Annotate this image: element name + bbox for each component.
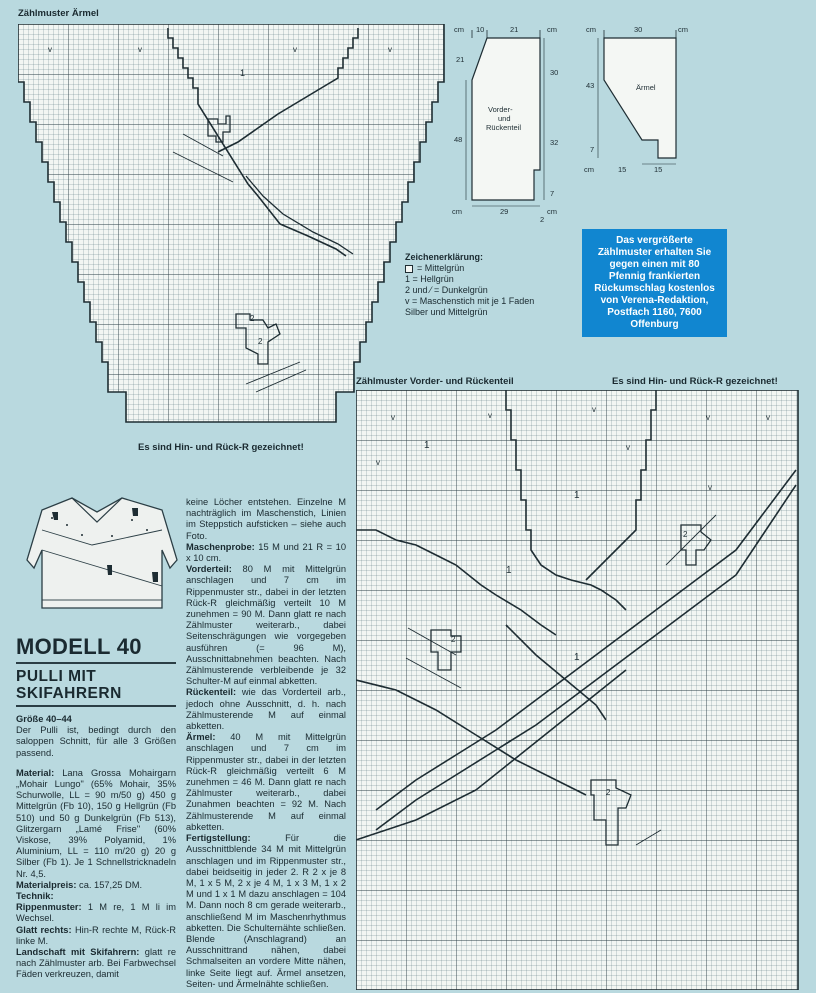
svg-text:v: v bbox=[293, 45, 297, 54]
material-text: Lana Grossa Mohairgarn „Mohair Lungo" (65% Mohair, 35% Schurwolle, LL = 90 m/50 g) 450 g Mittelgrün (Fb 10), 150 g Hellgrün (Fb 510) und 50 g Dunkelgrün (Fb 513), Glitzergarn „Lamé Frise" (60% Viskose, 39% Polyamid, 1% Aluminium, LL = 110 m/20 g) 20 g Silber (Fb 1). Je 1 Schnellstricknadeln Nr. 4,5. bbox=[16, 767, 176, 879]
sleeve-chart-caption: Es sind Hin- und Rück-R gezeichnet! bbox=[138, 442, 304, 453]
size-label: Größe 40–44 bbox=[16, 714, 72, 724]
svg-text:cm: cm bbox=[678, 25, 688, 34]
svg-text:cm: cm bbox=[452, 207, 462, 216]
article-title-line-1: PULLI MIT bbox=[16, 668, 97, 685]
svg-text:32: 32 bbox=[550, 138, 559, 147]
svg-text:Ärmel: Ärmel bbox=[636, 83, 656, 92]
sleeve-chart-title: Zählmuster Ärmel bbox=[18, 8, 99, 19]
intro: Der Pulli ist, bedingt durch den saloppen Schnitt, für alle 3 Größen passend. bbox=[16, 725, 176, 758]
article-column-2: keine Löcher entstehen. Einzelne M nachträglich im Maschenstich, Linien im Steppstich aufsticken – siehe auch Foto. Maschenprobe: 15 M und 21 R = 10 x 10 cm. Vorderteil: 80 M mit Mittelgrün anschlagen und 7 cm im Rippenmuster str., dabei in der letzten Rück-R gleichmäßig verteilt 10 M zunehmen = 90 M. Dann glatt re nach Zählmuster weiterarb., dabei Seitenschrägungen wie vorgegeben ausführen (= 96 M), Ausschnittabnehmen beachten. Nach Zählmusterende verbleibende je 32 Schulter-M auf einmal abketten. Rückenteil: wie das Vorderteil arb., jedoch ohne Ausschnitt, d. h. nach Zählmusterende M auf einmal abketten. Ärmel: 40 M mit Mittelgrün anschlagen und 7 cm im Rippenmuster str., dabei in der letzten Rück-R gleichmäßig verteilt 6 M zunehmen = 46 M. Dann glatt re nach Zählmuster weiterarb., dabei Zunahmen beachten = 92 M. Nach Zählmusterende M auf einmal abketten. Fertigstellung: Für die Ausschnittblende 34 M mit Mittelgrün anschlagen und im Rippenmuster str., dabei beidseitig in jeder 2. R 2 x je 8 M, 1 x 5 M, 2 x je 4 M, 1 x 3 M, 1 x 2 M und 1 x 1 M dazu anschlagen = 104 M. Dann noch 8 cm gerade weiterarb., anschließend M im Maschenrhythmus abketten. Die Schulternähte schließen. Blende (Anschlagrand) an Ausschnittrand nähen, dabei Schmalseiten an vordere Mitte nähen, linke Seite liegt auf. Ärmel ansetzen, Seiten- und Ärmelnähte schließen. bbox=[186, 497, 347, 989]
svg-text:v: v bbox=[708, 483, 712, 492]
svg-text:2: 2 bbox=[683, 530, 688, 539]
body-chart-title: Zählmuster Vorder- und Rückenteil bbox=[356, 376, 514, 387]
sleeve-symbol-1: 1 bbox=[240, 68, 246, 78]
svg-text:21: 21 bbox=[510, 25, 519, 34]
svg-text:v: v bbox=[706, 413, 710, 422]
svg-text:und: und bbox=[498, 114, 511, 123]
svg-text:v: v bbox=[766, 413, 770, 422]
svg-text:v: v bbox=[376, 458, 380, 467]
svg-text:v: v bbox=[592, 405, 596, 414]
sleeve-symbol-2: 2 bbox=[250, 314, 255, 323]
svg-text:cm: cm bbox=[547, 25, 557, 34]
svg-text:cm: cm bbox=[586, 25, 596, 34]
svg-text:cm: cm bbox=[547, 207, 557, 216]
svg-text:43: 43 bbox=[586, 81, 595, 90]
sweater-illustration bbox=[12, 490, 182, 620]
square-icon bbox=[405, 265, 413, 273]
article-header bbox=[16, 634, 176, 707]
svg-text:15: 15 bbox=[654, 165, 663, 174]
technik-head: Technik: bbox=[16, 891, 54, 902]
svg-text:v: v bbox=[488, 411, 492, 420]
legend bbox=[405, 252, 580, 318]
svg-text:7: 7 bbox=[550, 189, 555, 198]
divider bbox=[16, 662, 176, 664]
legend-line-3: 2 und ⁄ = Dunkelgrün bbox=[405, 285, 488, 295]
svg-text:2: 2 bbox=[451, 635, 456, 644]
svg-text:21: 21 bbox=[456, 55, 465, 64]
legend-line-1: = Mittelgrün bbox=[405, 263, 580, 274]
legend-heading: Zeichenerklärung: bbox=[405, 252, 484, 262]
svg-text:2: 2 bbox=[540, 215, 545, 224]
legend-line-2: 1 = Hellgrün bbox=[405, 274, 454, 284]
legend-line-4: v = Maschenstich mit je 1 Faden bbox=[405, 296, 535, 306]
svg-text:1: 1 bbox=[424, 440, 430, 451]
svg-text:v: v bbox=[391, 413, 395, 422]
sleeve-symbol-v: v bbox=[48, 45, 52, 54]
sleeve-chart bbox=[18, 24, 446, 432]
svg-text:48: 48 bbox=[454, 135, 463, 144]
body-chart-note: Es sind Hin- und Rück-R gezeichnet! bbox=[612, 376, 778, 387]
svg-text:v: v bbox=[388, 45, 392, 54]
front-back-schema bbox=[452, 20, 572, 230]
svg-text:cm: cm bbox=[584, 165, 594, 174]
sleeve-symbol-2b: 2 bbox=[258, 337, 263, 346]
sleeve-schema bbox=[584, 20, 694, 180]
body-chart bbox=[356, 390, 800, 990]
svg-text:cm: cm bbox=[454, 25, 464, 34]
modell-title: MODELL 40 bbox=[16, 634, 142, 659]
svg-text:v: v bbox=[626, 443, 630, 452]
article-title-line-2: SKIFAHRERN bbox=[16, 685, 122, 702]
col2-intro: keine Löcher entstehen. Einzelne M nachträglich im Maschenstich, Linien im Steppstich aufsticken – siehe auch Foto. bbox=[186, 497, 346, 541]
svg-text:15: 15 bbox=[618, 165, 627, 174]
svg-text:7: 7 bbox=[590, 145, 595, 154]
info-box: Das vergrößerte Zählmuster erhalten Sie gegen einen mit 80 Pfennig frankierten Rückumschlag kostenlos von Verena-Redaktion, Postfach 1160, 7600 Offenburg bbox=[582, 229, 727, 337]
svg-text:1: 1 bbox=[506, 565, 512, 576]
divider bbox=[16, 705, 176, 707]
svg-text:v: v bbox=[138, 45, 142, 54]
svg-text:1: 1 bbox=[574, 652, 580, 663]
svg-text:29: 29 bbox=[500, 207, 509, 216]
svg-text:30: 30 bbox=[550, 68, 559, 77]
svg-text:30: 30 bbox=[634, 25, 643, 34]
svg-text:10: 10 bbox=[476, 25, 485, 34]
article-column-1: Größe 40–44 Der Pulli ist, bedingt durch den saloppen Schnitt, für alle 3 Größen passend. Material: Lana Grossa Mohairgarn „Mohair Lungo" (65% Mohair, 35% Schurwolle, LL = 90 m/50 g) 450 g Mittelgrün (Fb 10), 150 g Hellgrün (Fb 510) und 50 g Dunkelgrün (Fb 513), Glitzergarn „Lamé Frise" (60% Viskose, 39% Polyamid, 1% Aluminium, LL = 110 m/20 g) 20 g Silber (Fb 1). Je 1 Schnellstricknadeln Nr. 4,5. Materialpreis: ca. 157,25 DM. Technik: Rippenmuster: 1 M re, 1 M li im Wechsel. Glatt rechts: Hin-R rechte M, Rück-R linke M. Landschaft mit Skifahrern: glatt re nach Zählmuster arb. Bei Farbwechsel Fäden verkreuzen, damit bbox=[16, 714, 177, 980]
svg-text:1: 1 bbox=[574, 490, 580, 501]
svg-text:Rückenteil: Rückenteil bbox=[486, 123, 522, 132]
svg-text:2: 2 bbox=[606, 788, 611, 797]
svg-text:Vorder-: Vorder- bbox=[488, 105, 513, 114]
legend-line-5: Silber und Mittelgrün bbox=[405, 307, 488, 317]
